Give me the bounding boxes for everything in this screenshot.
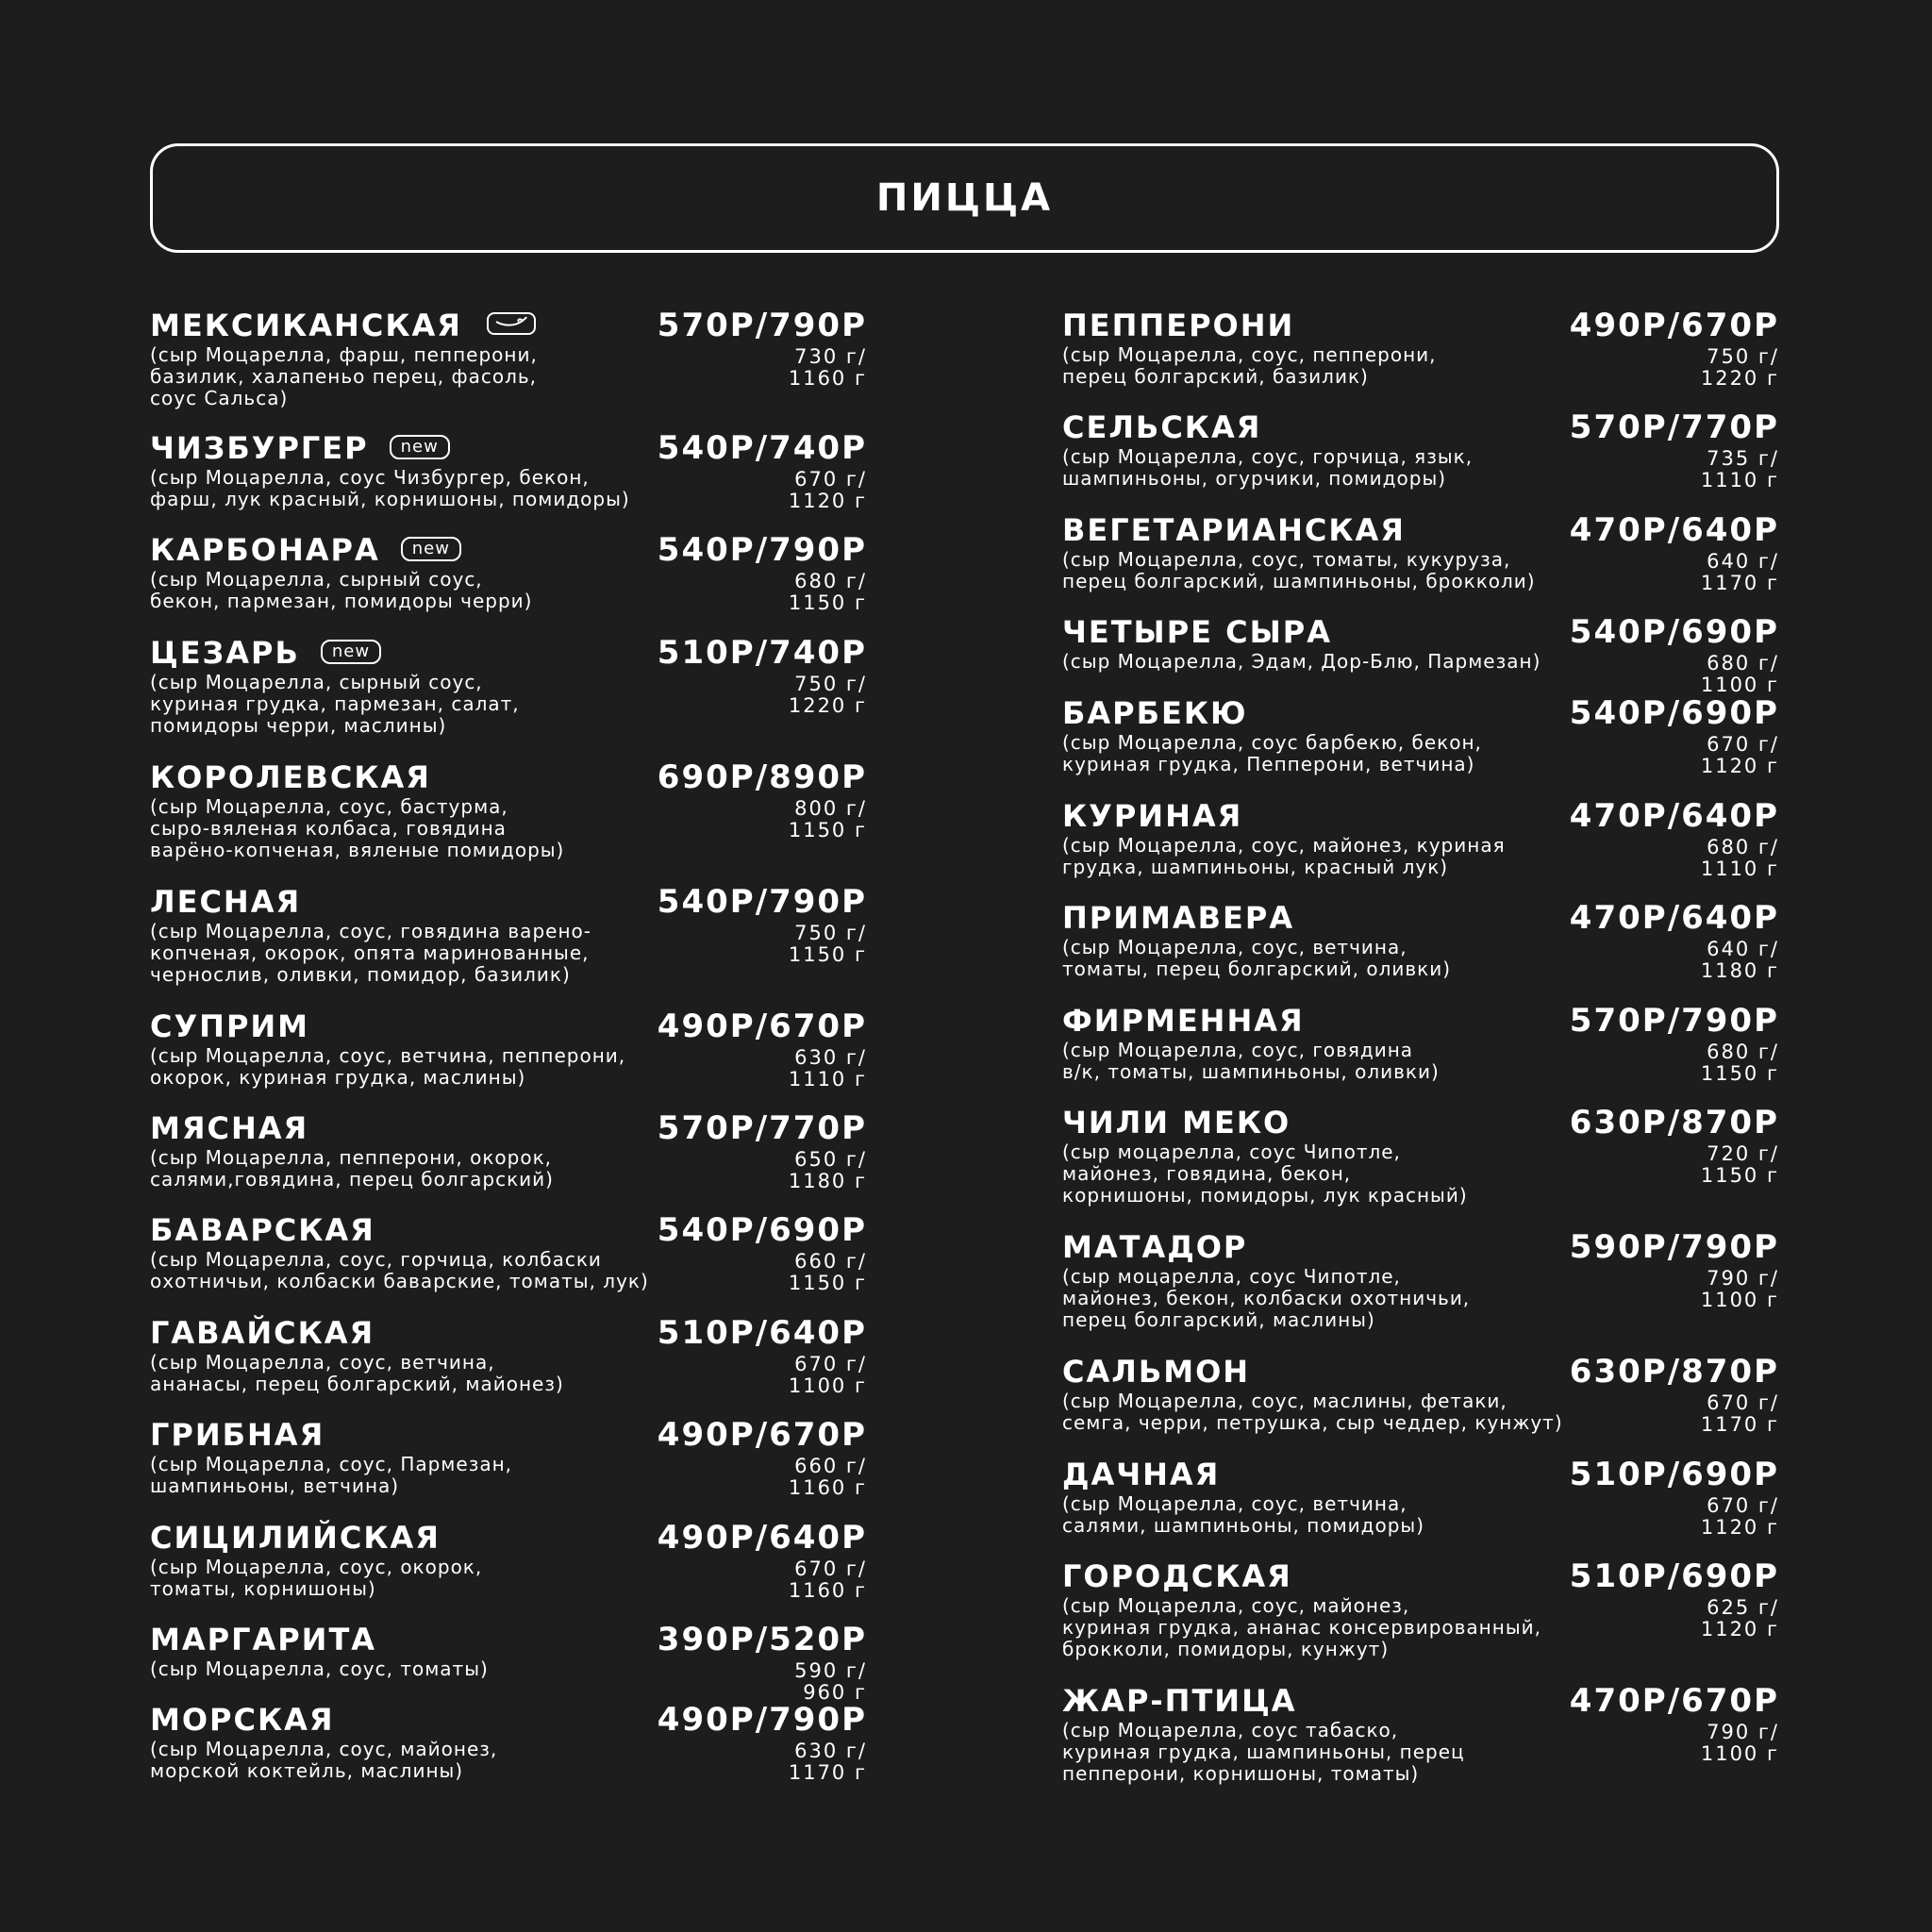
menu-item-body (1062, 1141, 1779, 1207)
menu-item (1062, 511, 1779, 592)
menu-item-name-text: МОРСКАЯ (150, 1702, 335, 1738)
menu-item-price: 470Р/640Р (1569, 797, 1779, 835)
menu-item (1062, 1682, 1779, 1785)
menu-item-header (150, 1519, 867, 1557)
menu-item-weight: 630 г/ 1110 г (788, 1046, 867, 1091)
menu-item-weight: 670 г/ 1160 г (788, 1557, 867, 1602)
menu-item-description: (сыр Моцарелла, сырный соус, бекон, пармезан, помидоры черри) (150, 568, 533, 612)
menu-item-name (150, 1211, 375, 1249)
menu-item-name (150, 634, 381, 672)
menu-item-body (1062, 1720, 1779, 1785)
menu-item-header (150, 758, 867, 796)
menu-item-name-text: ФИРМЕННАЯ (1062, 1003, 1305, 1039)
menu-item-weight: 670 г/ 1120 г (788, 468, 867, 512)
menu-item (150, 1701, 867, 1782)
menu-item-body (150, 1352, 867, 1395)
menu-item (150, 1109, 867, 1191)
menu-item-header (150, 1109, 867, 1147)
menu-item-header (150, 1701, 867, 1739)
menu-item-header (1062, 899, 1779, 937)
menu-item-price: 490Р/670Р (657, 1416, 867, 1454)
menu-item (150, 1621, 867, 1704)
menu-item (150, 1008, 867, 1089)
menu-item-body (150, 569, 867, 612)
menu-item (1062, 408, 1779, 490)
menu-item-name-text: МЯСНАЯ (150, 1110, 309, 1146)
menu-item-body (150, 1045, 867, 1089)
menu-item-price: 510Р/690Р (1569, 1557, 1779, 1595)
menu-item-body (150, 1557, 867, 1600)
menu-item-description: (сыр Моцарелла, соус, томаты, кукуруза, перец болгарский, шампиньоны, брокколи) (1062, 548, 1536, 592)
menu-item-name (1062, 1456, 1220, 1493)
menu-item-price: 470Р/640Р (1569, 511, 1779, 549)
menu-item-name (150, 1314, 375, 1352)
menu-item-name-text: ПРИМАВЕРА (1062, 900, 1295, 936)
menu-item-weight: 670 г/ 1120 г (1700, 1494, 1779, 1539)
menu-item-description: (сыр Моцарелла, соус, майонез, куриная грудка, шампиньоны, красный лук) (1062, 834, 1506, 878)
menu-item-weight: 800 г/ 1150 г (788, 797, 867, 841)
menu-item-price: 490Р/670Р (657, 1008, 867, 1045)
menu-item-weight: 750 г/ 1220 г (1700, 345, 1779, 390)
menu-item-weight: 670 г/ 1120 г (1700, 733, 1779, 777)
menu-item-weight: 680 г/ 1150 г (1700, 1041, 1779, 1085)
menu-item-weight: 680 г/ 1100 г (1700, 652, 1779, 696)
menu-item-description: (сыр Моцарелла, соус, ветчина, ананасы, перец болгарский, майонез) (150, 1351, 564, 1395)
menu-item-price: 490Р/790Р (657, 1701, 867, 1739)
menu-item-description: (сыр моцарелла, соус Чипотле, майонез, говядина, бекон, корнишоны, помидоры, лук красный) (1062, 1141, 1468, 1207)
menu-item-name-text: ВЕГЕТАРИАНСКАЯ (1062, 512, 1406, 548)
menu-item-weight: 630 г/ 1170 г (788, 1740, 867, 1784)
menu-item-weight: 660 г/ 1150 г (788, 1250, 867, 1294)
menu-item (1062, 1557, 1779, 1660)
menu-item-price: 540Р/690Р (1569, 613, 1779, 651)
menu-item-weight: 640 г/ 1180 г (1700, 938, 1779, 982)
menu-item-name (150, 1701, 335, 1739)
menu-item-price: 570Р/770Р (1569, 408, 1779, 446)
menu-item-price: 630Р/870Р (1569, 1104, 1779, 1141)
menu-item (150, 1211, 867, 1292)
menu-item-body (150, 672, 867, 737)
menu-item-description: (сыр Моцарелла, соус Чизбургер, бекон, фарш, лук красный, корнишоны, помидоры) (150, 466, 630, 510)
menu-item-weight: 750 г/ 1220 г (788, 673, 867, 717)
menu-item-header (1062, 1228, 1779, 1266)
menu-item-name (150, 531, 461, 569)
menu-item (1062, 1104, 1779, 1207)
menu-item-name-text: МАРГАРИТА (150, 1622, 377, 1657)
menu-item-price: 510Р/740Р (657, 634, 867, 672)
menu-item-name (1062, 797, 1242, 835)
menu-item (1062, 899, 1779, 980)
menu-item-body (1062, 1391, 1779, 1434)
menu-item-name-text: БАРБЕКЮ (1062, 695, 1248, 731)
menu-item-price: 510Р/640Р (657, 1314, 867, 1352)
menu-item-name (150, 1621, 376, 1658)
menu-item-description: (сыр Моцарелла, соус, окорок, томаты, корнишоны) (150, 1556, 483, 1600)
menu-item-name-text: ГРИБНАЯ (150, 1417, 325, 1453)
menu-item (150, 1314, 867, 1395)
menu-item-name-text: МАТАДОР (1062, 1229, 1248, 1265)
menu-item-body (1062, 549, 1779, 592)
menu-item-description: (сыр Моцарелла, соус, ветчина, томаты, перец болгарский, оливки) (1062, 936, 1452, 980)
menu-item-price: 590Р/790Р (1569, 1228, 1779, 1266)
menu-item-description: (сыр Моцарелла, соус, горчица, колбаски охотничьи, колбаски баварские, томаты, лук) (150, 1248, 649, 1292)
section-title-box (150, 143, 1779, 253)
menu-item-weight: 625 г/ 1120 г (1700, 1596, 1779, 1641)
menu-item-body (1062, 650, 1779, 696)
menu-item-weight: 590 г/ 960 г (794, 1659, 867, 1704)
menu-item-name-text: ЧИЛИ МЕКО (1062, 1105, 1291, 1141)
menu-item-weight: 680 г/ 1150 г (788, 570, 867, 614)
menu-item-weight: 670 г/ 1100 г (788, 1353, 867, 1397)
menu-item-body (1062, 446, 1779, 490)
menu-item-name-text: ЖАР-ПТИЦА (1062, 1683, 1297, 1719)
menu-item (1062, 1228, 1779, 1331)
menu-item-body (1062, 1493, 1779, 1537)
menu-item-description: (сыр Моцарелла, соус, ветчина, пепперони, окорок, куриная грудка, маслины) (150, 1044, 626, 1089)
menu-item (1062, 1353, 1779, 1434)
menu-item-name (150, 1519, 441, 1557)
menu-item-header (150, 1621, 867, 1658)
menu-item-name (150, 758, 431, 796)
menu-item-name-text: ПЕППЕРОНИ (1062, 308, 1295, 343)
new-badge: new (390, 435, 450, 459)
menu-item-name (150, 1416, 325, 1454)
menu-item-name (1062, 613, 1332, 651)
menu-item-weight: 720 г/ 1150 г (1700, 1142, 1779, 1187)
menu-item (1062, 1002, 1779, 1083)
menu-item-header (150, 1314, 867, 1352)
menu-item-header (1062, 1104, 1779, 1141)
menu-item-name-text: САЛЬМОН (1062, 1354, 1251, 1390)
menu-item-body (150, 1147, 867, 1191)
menu-item-weight: 790 г/ 1100 г (1700, 1721, 1779, 1765)
menu-item-header (150, 1211, 867, 1249)
menu-item-weight: 650 г/ 1180 г (788, 1148, 867, 1192)
menu-item-header (150, 1416, 867, 1454)
menu-item-header (150, 634, 867, 672)
menu-item-header (1062, 1682, 1779, 1720)
menu-item-name (150, 1109, 308, 1147)
menu-item-name-text: БАВАРСКАЯ (150, 1212, 375, 1248)
menu-item-description: (сыр Моцарелла, соус, майонез, морской коктейль, маслины) (150, 1738, 498, 1782)
menu-item-weight: 640 г/ 1170 г (1700, 550, 1779, 594)
menu-item-body (150, 1657, 867, 1704)
menu-item-name-text: СИЦИЛИЙСКАЯ (150, 1520, 441, 1556)
menu-item-name (1062, 694, 1248, 732)
new-badge: new (321, 640, 381, 664)
menu-item-name-text: ДАЧНАЯ (1062, 1457, 1221, 1492)
menu-item-description: (сыр моцарелла, соус Чипотле, майонез, бекон, колбаски охотничьи, перец болгарский, маслины) (1062, 1265, 1471, 1331)
menu-item-weight: 680 г/ 1110 г (1700, 836, 1779, 880)
menu-item-price: 540Р/690Р (657, 1211, 867, 1249)
menu-item-header (150, 531, 867, 569)
menu-item-name-text: СЕЛЬСКАЯ (1062, 409, 1262, 445)
menu-item-description: (сыр Моцарелла, сырный соус, куриная грудка, пармезан, салат, помидоры черри, маслины) (150, 671, 520, 737)
menu-item (150, 1519, 867, 1600)
menu-item-price: 490Р/670Р (1569, 307, 1779, 344)
menu-item-header (1062, 1557, 1779, 1595)
menu-item-header (150, 429, 867, 467)
menu-item-header (1062, 613, 1779, 651)
menu-item-header (1062, 408, 1779, 446)
menu-item (1062, 307, 1779, 388)
menu-item-name (150, 307, 536, 344)
menu-item-weight: 735 г/ 1110 г (1700, 447, 1779, 491)
menu-item-header (1062, 1456, 1779, 1493)
menu-item-price: 540Р/740Р (657, 429, 867, 467)
menu-item-price: 630Р/870Р (1569, 1353, 1779, 1391)
menu-item-price: 390Р/520Р (657, 1621, 867, 1658)
menu-item-name-text: ГОРОДСКАЯ (1062, 1558, 1292, 1594)
menu-item-name (1062, 1353, 1250, 1391)
menu-item-name-text: КУРИНАЯ (1062, 798, 1243, 834)
menu-item-weight: 730 г/ 1160 г (788, 345, 867, 390)
menu-item-name-text: ЧИЗБУРГЕР (150, 430, 369, 466)
menu-item-body (150, 1739, 867, 1782)
menu-item-body (1062, 937, 1779, 980)
menu-item-description: (сыр Моцарелла, Эдам, Дор-Блю, Пармезан) (1062, 650, 1541, 673)
menu-item (150, 307, 867, 409)
menu-item-description: (сыр Моцарелла, соус, ветчина, салями, шампиньоны, помидоры) (1062, 1492, 1425, 1537)
menu-item-price: 470Р/670Р (1569, 1682, 1779, 1720)
menu-item (150, 429, 867, 510)
menu-item-weight: 670 г/ 1170 г (1700, 1391, 1779, 1436)
menu-item-price: 570Р/790Р (657, 307, 867, 344)
menu-item-body (1062, 732, 1779, 775)
menu-item-price: 570Р/770Р (657, 1109, 867, 1147)
menu-item-description: (сыр Моцарелла, соус барбекю, бекон, куриная грудка, Пепперони, ветчина) (1062, 731, 1482, 775)
menu-item-name (1062, 511, 1406, 549)
menu-item-description: (сыр Моцарелла, соус, говядина в/к, томаты, шампиньоны, оливки) (1062, 1039, 1440, 1083)
menu-item-name (150, 429, 450, 467)
menu-item-weight: 750 г/ 1150 г (788, 922, 867, 966)
menu-item (150, 634, 867, 737)
menu-item-description: (сыр Моцарелла, соус табаско, куриная грудка, шампиньоны, перец пепперони, корнишоны, томаты) (1062, 1719, 1465, 1785)
menu-item (150, 1416, 867, 1497)
menu-item-name (1062, 408, 1261, 446)
menu-item-description: (сыр Моцарелла, соус, томаты) (150, 1657, 489, 1680)
menu-item-name-text: МЕКСИКАНСКАЯ (150, 308, 462, 343)
menu-item-price: 690Р/890Р (657, 758, 867, 796)
menu-item-body (1062, 1595, 1779, 1660)
menu-item (150, 531, 867, 612)
menu-item-header (1062, 1353, 1779, 1391)
menu-item-header (1062, 694, 1779, 732)
menu-item-name-text: СУПРИМ (150, 1008, 310, 1044)
menu-item-description: (сыр Моцарелла, соус, майонез, куриная грудка, ананас консервированный, брокколи, помидоры, кунжут) (1062, 1594, 1541, 1660)
menu-item-price: 540Р/790Р (657, 531, 867, 569)
menu-item-price: 490Р/640Р (657, 1519, 867, 1557)
menu-item-name (150, 883, 301, 921)
menu-item (1062, 797, 1779, 878)
menu-item (150, 758, 867, 861)
menu-item-weight: 790 г/ 1100 г (1700, 1267, 1779, 1311)
menu-item-name (150, 1008, 309, 1045)
menu-item-body (1062, 1266, 1779, 1331)
menu-item-price: 540Р/690Р (1569, 694, 1779, 732)
menu-item-body (1062, 344, 1779, 388)
menu-item-body (150, 1249, 867, 1292)
menu-item-name (1062, 1682, 1297, 1720)
menu-item-description: (сыр Моцарелла, соус, Пармезан, шампиньоны, ветчина) (150, 1453, 513, 1497)
section-title: ПИЦЦА (875, 176, 1054, 220)
menu-item-header (150, 307, 867, 344)
menu-item-body (150, 921, 867, 986)
menu-item-description: (сыр Моцарелла, фарш, пепперони, базилик, халапеньо перец, фасоль, соус Сальса) (150, 343, 538, 409)
menu-item-name-text: КАРБОНАРА (150, 532, 380, 568)
menu-item-description: (сыр Моцарелла, соус, пепперони, перец болгарский, базилик) (1062, 343, 1437, 388)
menu-item-description: (сыр Моцарелла, пепперони, окорок, салями,говядина, перец болгарский) (150, 1146, 554, 1191)
menu-item-price: 570Р/790Р (1569, 1002, 1779, 1040)
menu-item-name (1062, 307, 1294, 344)
menu-item-name (1062, 1002, 1305, 1040)
menu-item-name (1062, 1104, 1291, 1141)
menu-item-price: 540Р/790Р (657, 883, 867, 921)
menu-item-body (1062, 835, 1779, 878)
menu-item-price: 470Р/640Р (1569, 899, 1779, 937)
menu-item-body (1062, 1040, 1779, 1083)
menu-item-header (150, 883, 867, 921)
menu-item-header (150, 1008, 867, 1045)
menu-item (1062, 694, 1779, 775)
menu-item-header (1062, 1002, 1779, 1040)
menu-item-name-text: КОРОЛЕВСКАЯ (150, 759, 431, 795)
menu-item-body (150, 1454, 867, 1497)
menu-item (1062, 1456, 1779, 1537)
menu-item-name (1062, 899, 1294, 937)
menu-item-name-text: ЧЕТЫРЕ СЫРА (1062, 614, 1333, 650)
menu-item-name (1062, 1228, 1247, 1266)
menu-item-header (1062, 797, 1779, 835)
menu-item-description: (сыр Моцарелла, соус, бастурма, сыро-вяленая колбаса, говядина варёно-копченая, вяленые помидоры) (150, 795, 565, 861)
menu-item-body (150, 796, 867, 861)
menu-item-header (1062, 307, 1779, 344)
menu-item-body (150, 344, 867, 409)
menu-item (150, 883, 867, 986)
menu-item-name-text: ЛЕСНАЯ (150, 884, 302, 920)
chili-pepper-icon (487, 312, 536, 335)
menu-item-description: (сыр Моцарелла, соус, маслины, фетаки, семга, черри, петрушка, сыр чеддер, кунжут) (1062, 1390, 1563, 1434)
menu-item-weight: 660 г/ 1160 г (788, 1455, 867, 1499)
menu-item-body (150, 467, 867, 510)
menu-item-name-text: ГАВАЙСКАЯ (150, 1315, 375, 1351)
menu-item-name (1062, 1557, 1292, 1595)
menu-item-name-text: ЦЕЗАРЬ (150, 635, 300, 671)
menu-item (1062, 613, 1779, 696)
menu-item-description: (сыр Моцарелла, соус, говядина варено- копченая, окорок, опята маринованные, чернослив, оливки, помидор, базилик) (150, 920, 591, 986)
menu-item-header (1062, 511, 1779, 549)
menu-item-price: 510Р/690Р (1569, 1456, 1779, 1493)
menu-item-description: (сыр Моцарелла, соус, горчица, язык, шампиньоны, огурчики, помидоры) (1062, 445, 1474, 490)
new-badge: new (401, 537, 461, 561)
